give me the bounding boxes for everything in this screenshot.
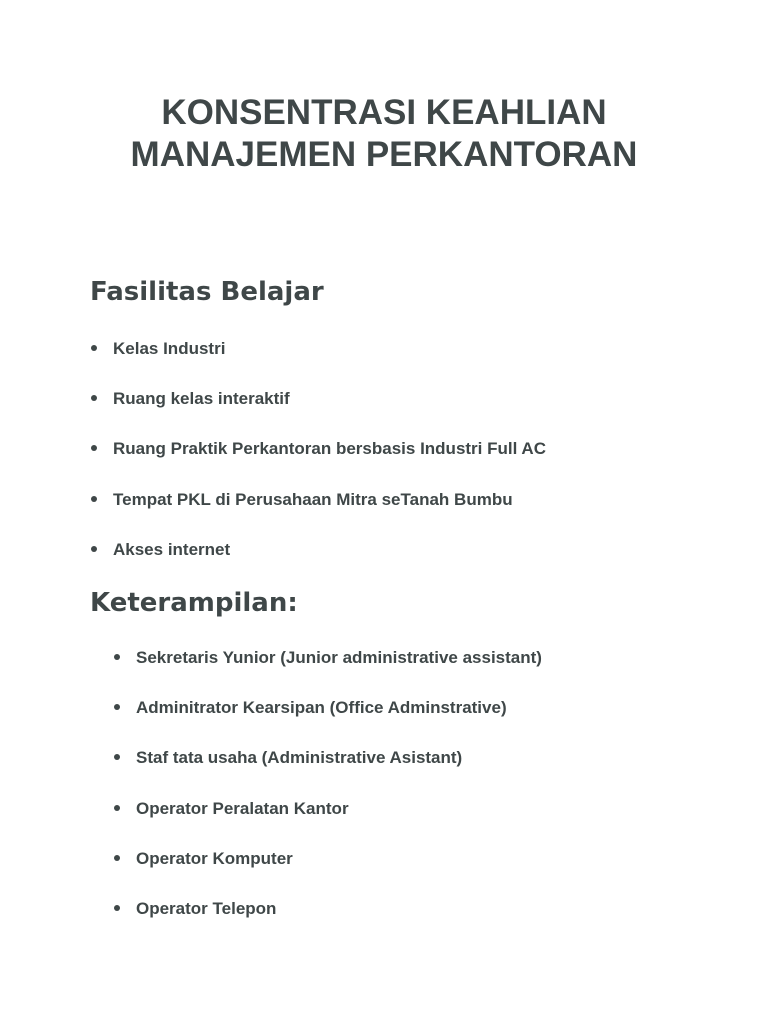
list-item — [113, 540, 546, 590]
section-heading-fasilitas-belajar: Fasilitas Belajar — [90, 277, 324, 307]
list-item-text: Kelas Industri — [113, 339, 226, 358]
list-item-text: Operator Komputer — [136, 848, 293, 868]
bullet-icon — [114, 654, 120, 660]
list-item — [136, 799, 542, 849]
bullet-icon — [114, 805, 120, 811]
list-item — [113, 490, 546, 540]
list-item-text: Ruang Praktik Perkantoran bersbasis Industri Full AC — [113, 439, 546, 459]
list-item-text: Operator Telepon — [136, 898, 277, 918]
bullet-icon — [91, 496, 97, 502]
list-item-text: Ruang kelas interaktif — [113, 389, 290, 409]
section-heading-keterampilan: Keterampilan: — [90, 588, 298, 618]
list-item-text: Operator Peralatan Kantor — [136, 798, 349, 818]
list-item-text: Tempat PKL di Perusahaan Mitra seTanah Bumbu — [113, 489, 513, 509]
bullet-icon — [114, 704, 120, 710]
list-item — [113, 439, 546, 489]
page-title — [0, 92, 768, 176]
list-item — [136, 899, 542, 949]
bullet-icon — [91, 345, 97, 351]
bullet-icon — [114, 855, 120, 861]
fasilitas-belajar-list — [113, 339, 546, 590]
bullet-icon — [91, 546, 97, 552]
list-item-text: Akses internet — [113, 539, 231, 559]
list-item — [136, 849, 542, 899]
title-line-2: MANAJEMEN PERKANTORAN — [130, 135, 638, 174]
list-item — [113, 389, 546, 439]
list-item-text: Sekretaris Yunior (Junior administrative assistant) — [136, 648, 542, 667]
list-item-text: Adminitrator Kearsipan (Office Adminstrative) — [136, 698, 507, 718]
bullet-icon — [114, 905, 120, 911]
list-item-text: Staf tata usaha (Administrative Asistant) — [136, 748, 463, 768]
list-item — [136, 748, 542, 798]
bullet-icon — [91, 445, 97, 451]
list-item — [113, 339, 546, 389]
bullet-icon — [91, 395, 97, 401]
list-item — [136, 648, 542, 698]
bullet-icon — [114, 754, 120, 760]
title-line-1: KONSENTRASI KEAHLIAN — [161, 93, 607, 132]
keterampilan-list — [136, 648, 542, 949]
list-item — [136, 698, 542, 748]
